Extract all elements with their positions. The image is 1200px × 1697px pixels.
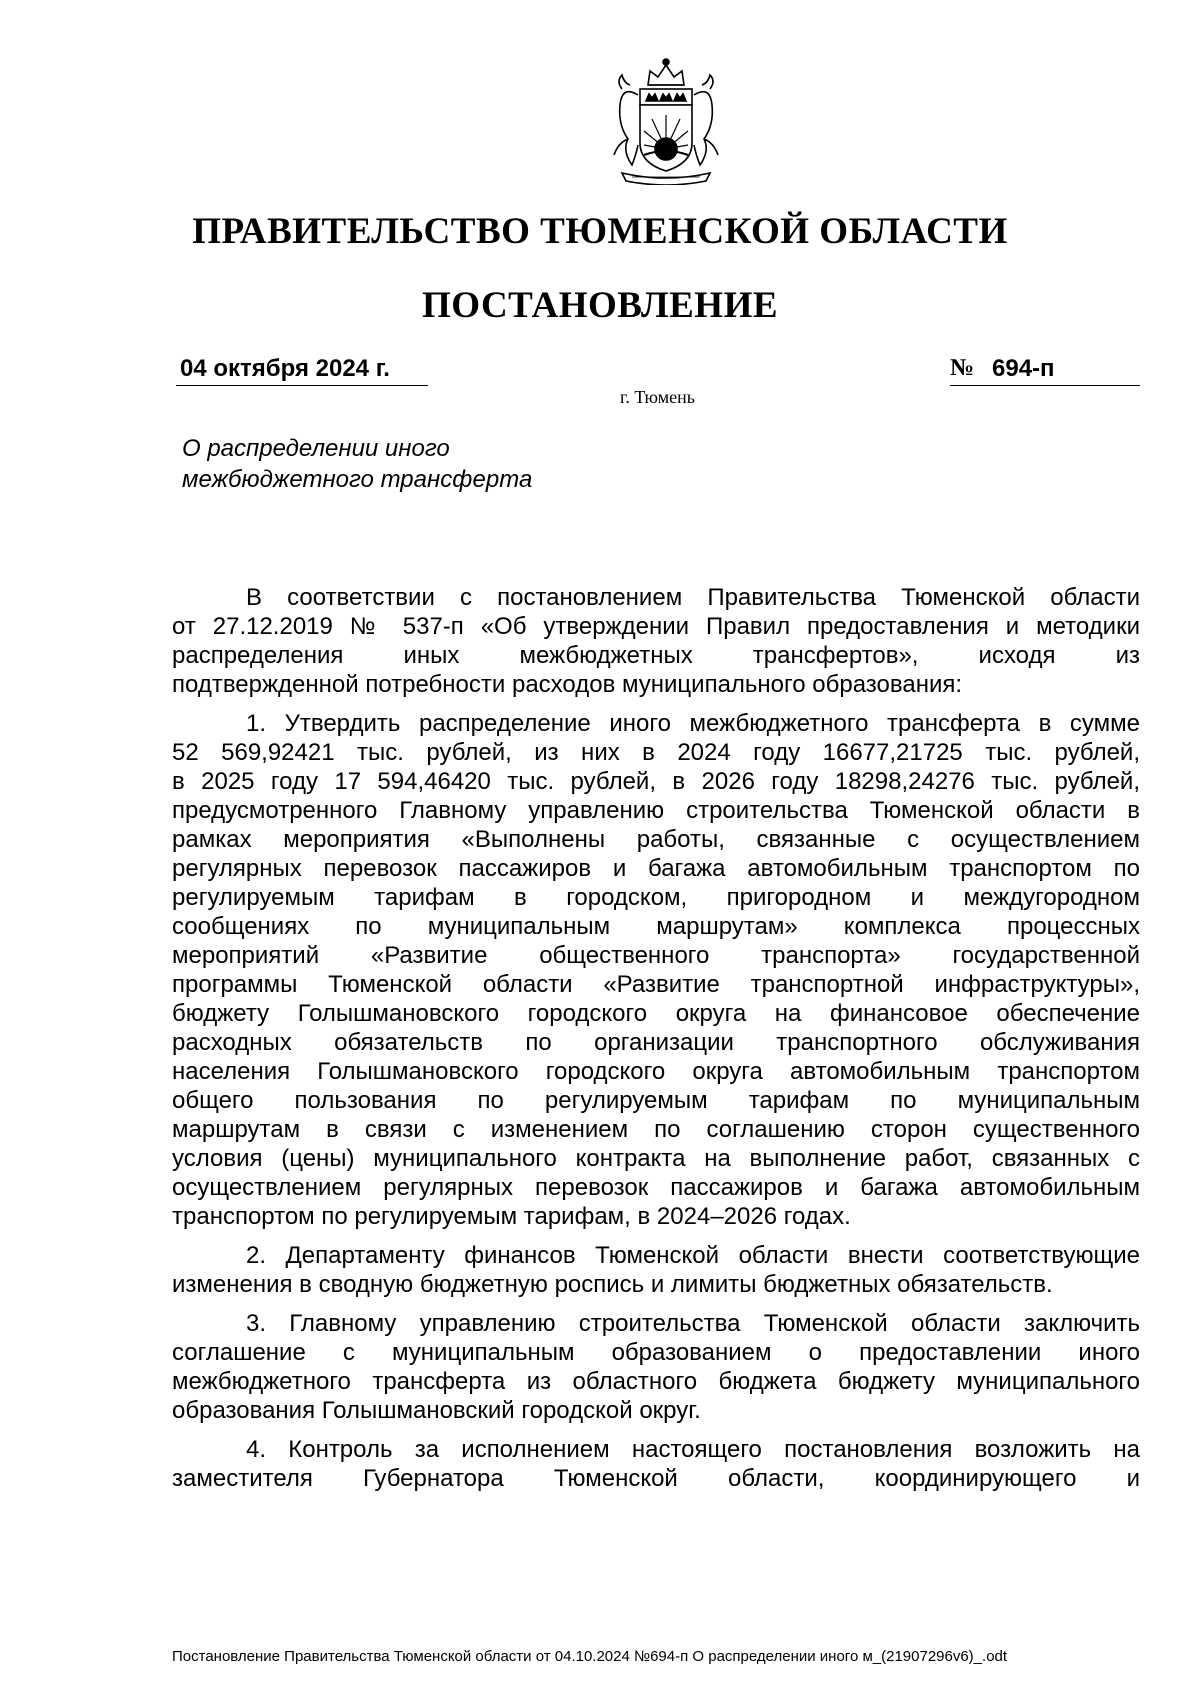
text-line: 4. Контроль за исполнением настоящего постановления возложить на — [246, 1436, 1140, 1463]
text-line: от 27.12.2019 № 537-п «Об утверждении Правил предоставления и методики — [172, 613, 1140, 640]
text-line: подтвержденной потребности расходов муниципального образования: — [172, 671, 963, 698]
text-line: расходных обязательств по организации транспортного обслуживания — [172, 1029, 1140, 1056]
text-line: изменения в сводную бюджетную роспись и лимиты бюджетных обязательств. — [172, 1271, 1053, 1298]
page-footer: Постановление Правительства Тюменской области от 04.10.2024 №694-п О распределении иного м_(21907296v6)_.odt — [172, 1648, 1008, 1665]
text-line: транспортом по регулируемым тарифам, в 2024–2026 годах. — [172, 1203, 851, 1230]
text-line: образования Голышмановский городской округ. — [172, 1397, 701, 1424]
number-sign: № — [950, 355, 975, 381]
text-line: маршрутам в связи с изменением по соглашению сторон существенного — [172, 1116, 1140, 1143]
clause-4-paragraph — [172, 1435, 1140, 1493]
text-line: населения Голышмановского городского округа автомобильным транспортом — [172, 1058, 1140, 1085]
text-line: регулируемым тарифам в городском, пригородном и междугородном — [172, 884, 1140, 911]
text-line: осуществлением регулярных перевозок пассажиров и багажа автомобильным — [172, 1174, 1140, 1201]
clause-1-paragraph — [172, 709, 1140, 1231]
document-body — [172, 583, 1140, 1503]
text-line: соглашение с муниципальным образованием о предоставлении иного — [172, 1339, 1140, 1366]
text-line: бюджету Голышмановского городского округа на финансовое обеспечение — [172, 1000, 1140, 1027]
document-type-title: ПОСТАНОВЛЕНИЕ — [421, 285, 779, 326]
document-date: 04 октября 2024 г. — [180, 355, 390, 382]
text-line: 52 569,92421 тыс. рублей, из них в 2024 году 16677,21725 тыс. рублей, — [172, 739, 1140, 766]
clause-3-paragraph — [172, 1309, 1140, 1425]
government-title: ПРАВИТЕЛЬСТВО ТЮМЕНСКОЙ ОБЛАСТИ — [192, 211, 1008, 252]
text-line: распределения иных межбюджетных трансфертов», исходя из — [172, 642, 1140, 669]
text-line: предусмотренного Главному управлению строительства Тюменской области в — [172, 797, 1140, 824]
clause-2-paragraph — [172, 1241, 1140, 1299]
date-field — [176, 355, 428, 386]
subject-line: межбюджетного трансферта — [182, 466, 533, 493]
text-line: условия (цены) муниципального контракта на выполнение работ, связанных с — [172, 1145, 1140, 1172]
coat-of-arms-icon — [592, 55, 740, 185]
document-number: 694-п — [992, 355, 1055, 382]
text-line: сообщениях по муниципальным маршрутам» комплекса процессных — [172, 913, 1140, 940]
text-line: 1. Утвердить распределение иного межбюджетного трансферта в сумме — [246, 710, 1140, 737]
text-line: В соответствии с постановлением Правительства Тюменской области — [246, 584, 1140, 611]
text-line: межбюджетного трансферта из областного бюджета бюджету муниципального — [172, 1368, 1140, 1395]
text-line: заместителя Губернатора Тюменской области, координирующего и — [172, 1465, 1140, 1492]
text-line: 2. Департаменту финансов Тюменской области внести соответствующие — [246, 1242, 1140, 1269]
subject-line: О распределении иного — [182, 435, 450, 462]
preamble-paragraph — [172, 583, 1140, 699]
text-line: 3. Главному управлению строительства Тюменской области заключить — [246, 1310, 1140, 1337]
city-label: г. Тюмень — [620, 387, 695, 407]
text-line: рамках мероприятия «Выполнены работы, связанные с осуществлением — [172, 826, 1140, 853]
text-line: регулярных перевозок пассажиров и багажа автомобильным транспортом по — [172, 855, 1140, 882]
number-field — [950, 355, 1140, 386]
text-line: мероприятий «Развитие общественного транспорта» государственной — [172, 942, 1140, 969]
text-line: программы Тюменской области «Развитие транспортной инфраструктуры», — [172, 971, 1140, 998]
text-line: общего пользования по регулируемым тарифам по муниципальным — [172, 1087, 1140, 1114]
text-line: в 2025 году 17 594,46420 тыс. рублей, в 2026 году 18298,24276 тыс. рублей, — [172, 768, 1140, 795]
document-subject — [182, 433, 532, 495]
